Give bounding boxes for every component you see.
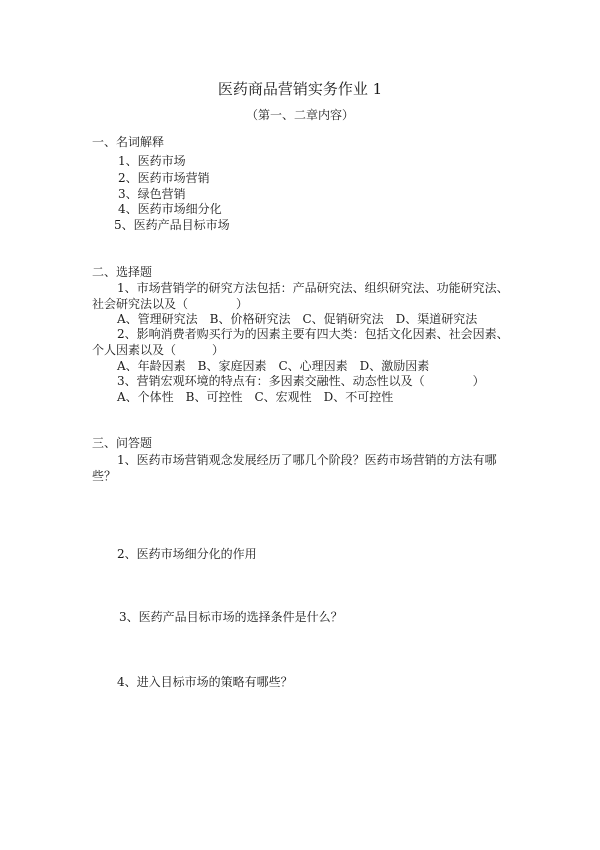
choice-options: A、管理研究法 B、价格研究法 C、促销研究法 D、渠道研究法 — [117, 312, 478, 326]
choice-question-cont: 个人因素以及（ ） — [92, 343, 225, 357]
term-item: 3、绿色营销 — [118, 187, 186, 201]
qa-question: 3、医药产品目标市场的选择条件是什么？ — [119, 610, 343, 624]
choice-question: 2、影响消费者购买行为的因素主要有四大类：包括文化因素、社会因素、 — [117, 327, 509, 341]
choice-question: 3、营销宏观环境的特点有：多因素交融性、动态性以及（ ） — [117, 374, 485, 388]
section-heading-qa: 三、问答题 — [92, 436, 153, 450]
qa-question: 1、医药市场营销观念发展经历了哪几个阶段？医药市场营销的方法有哪 — [117, 453, 497, 467]
section-heading-choice: 二、选择题 — [92, 265, 153, 279]
choice-options: A、年龄因素 B、家庭因素 C、心理因素 D、激励因素 — [117, 359, 430, 373]
qa-question: 4、进入目标市场的策略有哪些？ — [117, 675, 293, 689]
term-item: 2、医药市场营销 — [118, 171, 210, 185]
document-subtitle: （第一、二章内容） — [245, 108, 354, 122]
term-item: 1、医药市场 — [118, 154, 186, 168]
document-title: 医药商品营销实务作业 1 — [217, 80, 383, 98]
choice-question: 1、市场营销学的研究方法包括：产品研究法、组织研究法、功能研究法、 — [117, 281, 509, 295]
qa-question-cont: 些？ — [92, 469, 117, 483]
choice-question-cont: 社会研究法以及（ ） — [92, 297, 249, 311]
section-heading-terms: 一、名词解释 — [92, 135, 165, 149]
choice-options: A、个体性 B、可控性 C、宏观性 D、不可控性 — [117, 390, 394, 404]
qa-question: 2、医药市场细分化的作用 — [117, 547, 257, 561]
term-item: 4、医药市场细分化 — [118, 202, 222, 216]
term-item: 5、医药产品目标市场 — [114, 218, 230, 232]
